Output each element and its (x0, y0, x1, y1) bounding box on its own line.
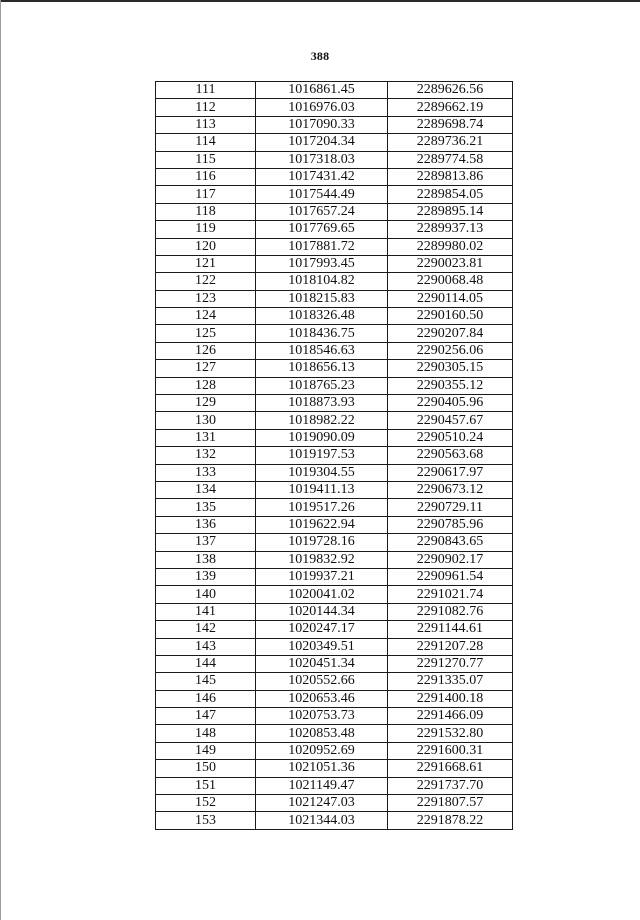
point-number-cell: 125 (156, 325, 256, 342)
x-coordinate-cell: 1018873.93 (256, 395, 388, 412)
point-number-cell: 116 (156, 168, 256, 185)
x-coordinate-cell: 1020653.46 (256, 690, 388, 707)
x-coordinate-cell: 1020451.34 (256, 655, 388, 672)
y-coordinate-cell: 2291466.09 (388, 708, 513, 725)
y-coordinate-cell: 2290207.84 (388, 325, 513, 342)
coordinates-table-body (156, 82, 513, 830)
x-coordinate-cell: 1019090.09 (256, 429, 388, 446)
y-coordinate-cell: 2289854.05 (388, 186, 513, 203)
y-coordinate-cell: 2291400.18 (388, 690, 513, 707)
table-row (156, 534, 513, 551)
point-number-cell: 146 (156, 690, 256, 707)
x-coordinate-cell: 1017881.72 (256, 238, 388, 255)
table-row (156, 134, 513, 151)
point-number-cell: 150 (156, 760, 256, 777)
x-coordinate-cell: 1018104.82 (256, 273, 388, 290)
x-coordinate-cell: 1021344.03 (256, 812, 388, 829)
x-coordinate-cell: 1019622.94 (256, 516, 388, 533)
point-number-cell: 147 (156, 708, 256, 725)
x-coordinate-cell: 1019517.26 (256, 499, 388, 516)
point-number-cell: 111 (156, 82, 256, 99)
point-number-cell: 140 (156, 586, 256, 603)
table-row (156, 395, 513, 412)
table-row (156, 308, 513, 325)
y-coordinate-cell: 2291532.80 (388, 725, 513, 742)
x-coordinate-cell: 1018656.13 (256, 360, 388, 377)
y-coordinate-cell: 2289980.02 (388, 238, 513, 255)
y-coordinate-cell: 2290355.12 (388, 377, 513, 394)
table-row (156, 725, 513, 742)
table-row (156, 186, 513, 203)
table-row (156, 325, 513, 342)
x-coordinate-cell: 1017090.33 (256, 116, 388, 133)
point-number-cell: 145 (156, 673, 256, 690)
table-row (156, 342, 513, 359)
table-row (156, 221, 513, 238)
point-number-cell: 139 (156, 568, 256, 585)
y-coordinate-cell: 2290114.05 (388, 290, 513, 307)
y-coordinate-cell: 2289895.14 (388, 203, 513, 220)
x-coordinate-cell: 1018215.83 (256, 290, 388, 307)
point-number-cell: 114 (156, 134, 256, 151)
x-coordinate-cell: 1019304.55 (256, 464, 388, 481)
x-coordinate-cell: 1019197.53 (256, 447, 388, 464)
table-row (156, 377, 513, 394)
point-number-cell: 130 (156, 412, 256, 429)
x-coordinate-cell: 1020247.17 (256, 621, 388, 638)
x-coordinate-cell: 1019728.16 (256, 534, 388, 551)
x-coordinate-cell: 1020041.02 (256, 586, 388, 603)
x-coordinate-cell: 1021051.36 (256, 760, 388, 777)
point-number-cell: 148 (156, 725, 256, 742)
y-coordinate-cell: 2291335.07 (388, 673, 513, 690)
point-number-cell: 137 (156, 534, 256, 551)
x-coordinate-cell: 1019832.92 (256, 551, 388, 568)
table-row (156, 499, 513, 516)
y-coordinate-cell: 2291207.28 (388, 638, 513, 655)
point-number-cell: 151 (156, 777, 256, 794)
table-row (156, 116, 513, 133)
x-coordinate-cell: 1016976.03 (256, 99, 388, 116)
y-coordinate-cell: 2289774.58 (388, 151, 513, 168)
point-number-cell: 138 (156, 551, 256, 568)
point-number-cell: 128 (156, 377, 256, 394)
point-number-cell: 122 (156, 273, 256, 290)
point-number-cell: 149 (156, 742, 256, 759)
point-number-cell: 115 (156, 151, 256, 168)
x-coordinate-cell: 1019411.13 (256, 481, 388, 498)
table-row (156, 690, 513, 707)
table-row (156, 481, 513, 498)
table-row (156, 360, 513, 377)
table-row (156, 203, 513, 220)
y-coordinate-cell: 2290673.12 (388, 481, 513, 498)
y-coordinate-cell: 2291082.76 (388, 603, 513, 620)
x-coordinate-cell: 1020349.51 (256, 638, 388, 655)
x-coordinate-cell: 1020552.66 (256, 673, 388, 690)
table-row (156, 760, 513, 777)
y-coordinate-cell: 2290305.15 (388, 360, 513, 377)
table-row (156, 447, 513, 464)
point-number-cell: 134 (156, 481, 256, 498)
table-row (156, 777, 513, 794)
table-row (156, 82, 513, 99)
y-coordinate-cell: 2291807.57 (388, 795, 513, 812)
page-top-edge (0, 0, 640, 2)
y-coordinate-cell: 2291144.61 (388, 621, 513, 638)
y-coordinate-cell: 2289662.19 (388, 99, 513, 116)
table-row (156, 464, 513, 481)
page-number: 388 (310, 49, 330, 63)
y-coordinate-cell: 2290457.67 (388, 412, 513, 429)
coordinates-table (155, 81, 513, 830)
y-coordinate-cell: 2290405.96 (388, 395, 513, 412)
x-coordinate-cell: 1016861.45 (256, 82, 388, 99)
point-number-cell: 118 (156, 203, 256, 220)
x-coordinate-cell: 1017544.49 (256, 186, 388, 203)
table-row (156, 586, 513, 603)
point-number-cell: 143 (156, 638, 256, 655)
table-row (156, 812, 513, 829)
point-number-cell: 117 (156, 186, 256, 203)
table-row (156, 603, 513, 620)
table-row (156, 238, 513, 255)
y-coordinate-cell: 2290160.50 (388, 308, 513, 325)
point-number-cell: 142 (156, 621, 256, 638)
y-coordinate-cell: 2290563.68 (388, 447, 513, 464)
y-coordinate-cell: 2291270.77 (388, 655, 513, 672)
x-coordinate-cell: 1019937.21 (256, 568, 388, 585)
table-row (156, 273, 513, 290)
x-coordinate-cell: 1017657.24 (256, 203, 388, 220)
table-row (156, 516, 513, 533)
y-coordinate-cell: 2289937.13 (388, 221, 513, 238)
point-number-cell: 126 (156, 342, 256, 359)
point-number-cell: 132 (156, 447, 256, 464)
y-coordinate-cell: 2290023.81 (388, 255, 513, 272)
y-coordinate-cell: 2289813.86 (388, 168, 513, 185)
point-number-cell: 123 (156, 290, 256, 307)
point-number-cell: 127 (156, 360, 256, 377)
table-row (156, 412, 513, 429)
x-coordinate-cell: 1018765.23 (256, 377, 388, 394)
x-coordinate-cell: 1017318.03 (256, 151, 388, 168)
y-coordinate-cell: 2291021.74 (388, 586, 513, 603)
point-number-cell: 119 (156, 221, 256, 238)
y-coordinate-cell: 2289698.74 (388, 116, 513, 133)
x-coordinate-cell: 1020853.48 (256, 725, 388, 742)
table-row (156, 290, 513, 307)
point-number-cell: 112 (156, 99, 256, 116)
y-coordinate-cell: 2291878.22 (388, 812, 513, 829)
y-coordinate-cell: 2291668.61 (388, 760, 513, 777)
table-row (156, 795, 513, 812)
point-number-cell: 129 (156, 395, 256, 412)
y-coordinate-cell: 2290785.96 (388, 516, 513, 533)
point-number-cell: 136 (156, 516, 256, 533)
point-number-cell: 153 (156, 812, 256, 829)
point-number-cell: 120 (156, 238, 256, 255)
point-number-cell: 124 (156, 308, 256, 325)
table-row (156, 99, 513, 116)
point-number-cell: 113 (156, 116, 256, 133)
table-row (156, 255, 513, 272)
y-coordinate-cell: 2291737.70 (388, 777, 513, 794)
y-coordinate-cell: 2289736.21 (388, 134, 513, 151)
x-coordinate-cell: 1017993.45 (256, 255, 388, 272)
y-coordinate-cell: 2290510.24 (388, 429, 513, 446)
table-row (156, 429, 513, 446)
point-number-cell: 135 (156, 499, 256, 516)
x-coordinate-cell: 1020952.69 (256, 742, 388, 759)
y-coordinate-cell: 2290256.06 (388, 342, 513, 359)
y-coordinate-cell: 2291600.31 (388, 742, 513, 759)
x-coordinate-cell: 1020144.34 (256, 603, 388, 620)
table-row (156, 742, 513, 759)
x-coordinate-cell: 1018546.63 (256, 342, 388, 359)
y-coordinate-cell: 2290617.97 (388, 464, 513, 481)
y-coordinate-cell: 2290961.54 (388, 568, 513, 585)
table-row (156, 638, 513, 655)
y-coordinate-cell: 2289626.56 (388, 82, 513, 99)
table-row (156, 168, 513, 185)
table-row (156, 673, 513, 690)
point-number-cell: 152 (156, 795, 256, 812)
table-row (156, 655, 513, 672)
page-left-edge (0, 0, 1, 920)
y-coordinate-cell: 2290068.48 (388, 273, 513, 290)
x-coordinate-cell: 1017204.34 (256, 134, 388, 151)
x-coordinate-cell: 1021149.47 (256, 777, 388, 794)
x-coordinate-cell: 1018436.75 (256, 325, 388, 342)
table-row (156, 621, 513, 638)
table-row (156, 708, 513, 725)
table-row (156, 568, 513, 585)
x-coordinate-cell: 1018982.22 (256, 412, 388, 429)
y-coordinate-cell: 2290902.17 (388, 551, 513, 568)
y-coordinate-cell: 2290729.11 (388, 499, 513, 516)
point-number-cell: 133 (156, 464, 256, 481)
x-coordinate-cell: 1021247.03 (256, 795, 388, 812)
x-coordinate-cell: 1020753.73 (256, 708, 388, 725)
y-coordinate-cell: 2290843.65 (388, 534, 513, 551)
table-row (156, 151, 513, 168)
x-coordinate-cell: 1017769.65 (256, 221, 388, 238)
x-coordinate-cell: 1018326.48 (256, 308, 388, 325)
x-coordinate-cell: 1017431.42 (256, 168, 388, 185)
point-number-cell: 131 (156, 429, 256, 446)
point-number-cell: 144 (156, 655, 256, 672)
table-row (156, 551, 513, 568)
point-number-cell: 121 (156, 255, 256, 272)
point-number-cell: 141 (156, 603, 256, 620)
